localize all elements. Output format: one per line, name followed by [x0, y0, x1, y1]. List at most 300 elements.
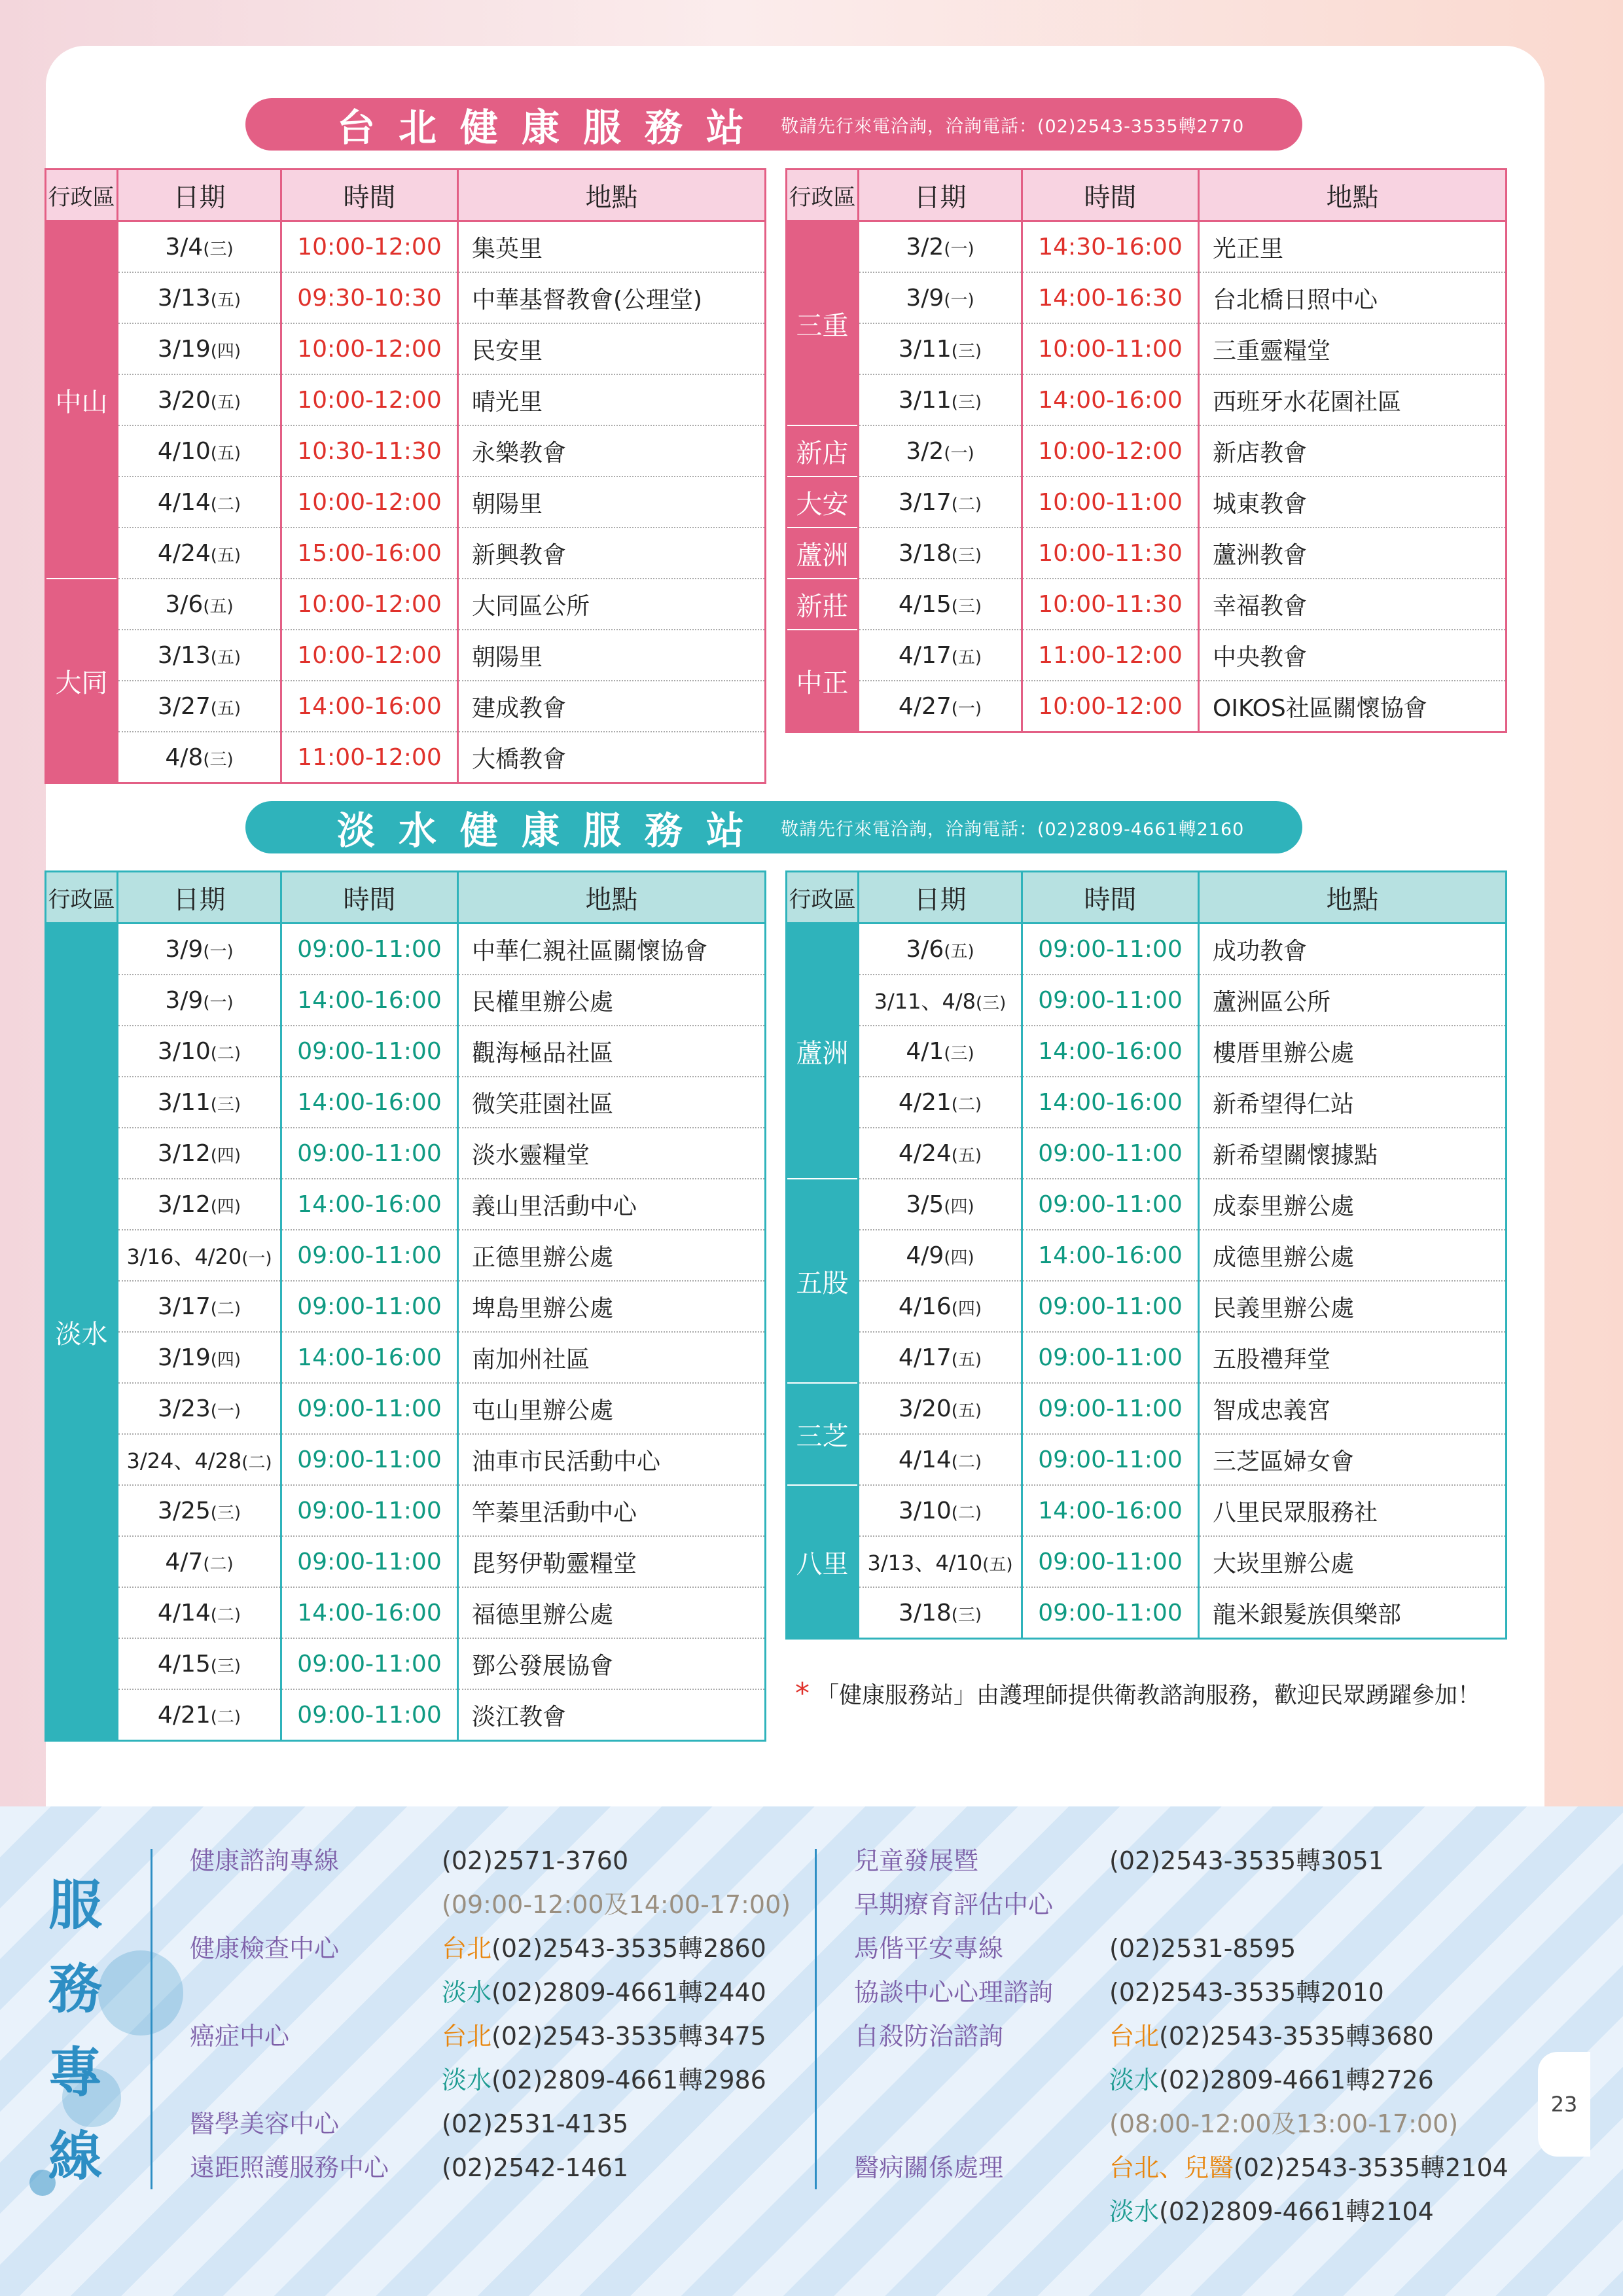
- date-value: 3/2: [906, 233, 944, 260]
- time-cell: 09:00-11:00: [281, 1434, 458, 1485]
- table-row: [787, 579, 1507, 630]
- weekday-value: (五): [944, 941, 974, 961]
- time-cell: 09:00-11:00: [281, 1689, 458, 1741]
- weekday-value: (一): [944, 239, 974, 259]
- weekday-value: (三): [210, 1503, 241, 1523]
- table-row: [787, 1332, 1507, 1383]
- location-cell: 三芝區婦女會: [1199, 1434, 1507, 1485]
- date-value: 4/15: [898, 590, 952, 618]
- tamsui-subtitle: 敬請先行來電洽詢，洽詢電話：(02)2809-4661轉2160: [781, 819, 1245, 840]
- table-row: [787, 425, 1507, 476]
- date-cell: [118, 1179, 281, 1230]
- date-cell: [859, 1587, 1022, 1639]
- weekday-value: (二): [951, 1503, 982, 1523]
- table-row: [46, 476, 766, 528]
- suicide-taipei-tag: 台北: [1109, 2022, 1160, 2051]
- weekday-value: (一): [203, 941, 234, 961]
- table-row: [46, 272, 766, 323]
- date-value: 3/19: [157, 1344, 211, 1371]
- time-cell: 09:00-11:00: [281, 1281, 458, 1332]
- date-cell: [118, 476, 281, 528]
- table-header-cell: 時間: [281, 170, 458, 221]
- time-cell: 09:00-11:00: [1022, 1383, 1199, 1434]
- table-row: [46, 1638, 766, 1689]
- table-header-cell: 時間: [1022, 872, 1199, 924]
- time-cell: 10:00-11:00: [1022, 476, 1199, 528]
- date-value: 4/27: [898, 692, 952, 720]
- table-row: [46, 1689, 766, 1741]
- checkup-taipei-phone: (02)2543-3535轉2860: [491, 1934, 766, 1963]
- time-cell: 09:00-11:00: [281, 1383, 458, 1434]
- tamsui-header: [245, 801, 1302, 853]
- location-cell: 屯山里辦公處: [458, 1383, 766, 1434]
- taipei-table-left: [45, 168, 766, 784]
- time-cell: 10:00-11:30: [1022, 579, 1199, 630]
- time-cell: 09:00-11:00: [281, 1026, 458, 1077]
- date-cell: [859, 1230, 1022, 1281]
- date-value: 3/11: [898, 335, 952, 363]
- divider-line: [151, 1849, 152, 2189]
- weekday-value: (三): [951, 392, 982, 412]
- date-value: 3/12: [157, 1139, 211, 1167]
- table-header-cell: 行政區: [46, 170, 118, 221]
- time-cell: 09:00-11:00: [281, 1485, 458, 1536]
- weekday-value: (三): [203, 239, 234, 259]
- table-header-cell: 地點: [1199, 170, 1507, 221]
- location-cell: 朝陽里: [458, 630, 766, 681]
- table-row: [787, 323, 1507, 374]
- date-cell: [118, 630, 281, 681]
- location-cell: 五股禮拜堂: [1199, 1332, 1507, 1383]
- location-cell: 幸福教會: [1199, 579, 1507, 630]
- time-cell: 14:00-16:00: [281, 1077, 458, 1128]
- decor-bubble: [98, 1950, 183, 2036]
- cancer-taipei-phone: (02)2543-3535轉3475: [491, 2022, 766, 2051]
- relations-tamsui-tag: 淡水: [1109, 2197, 1160, 2226]
- table-row: [46, 1281, 766, 1332]
- location-cell: 中央教會: [1199, 630, 1507, 681]
- date-value: 3/13: [157, 284, 211, 312]
- table-row: [46, 1587, 766, 1638]
- table-header-cell: 行政區: [787, 872, 859, 924]
- date-value: 3/17: [157, 1293, 211, 1320]
- taipei-subtitle: 敬請先行來電洽詢，洽詢電話：(02)2543-3535轉2770: [781, 116, 1245, 137]
- table-row: [46, 1230, 766, 1281]
- date-value: 4/1: [906, 1037, 944, 1065]
- asterisk-icon: *: [795, 1677, 810, 1710]
- time-cell: 09:30-10:30: [281, 272, 458, 323]
- table-header-cell: 時間: [1022, 170, 1199, 221]
- location-cell: 觀海極品社區: [458, 1026, 766, 1077]
- table-row: [46, 1485, 766, 1536]
- table-row: [46, 924, 766, 975]
- date-cell: [859, 1485, 1022, 1536]
- table-row: [46, 681, 766, 732]
- table-row: [787, 681, 1507, 732]
- table-row: [46, 1536, 766, 1587]
- date-cell: [118, 1536, 281, 1587]
- date-cell: [859, 1434, 1022, 1485]
- weekday-value: (四): [210, 1350, 241, 1370]
- time-cell: 10:00-12:00: [1022, 681, 1199, 732]
- location-cell: 台北橋日照中心: [1199, 272, 1507, 323]
- location-cell: 龍米銀髮族俱樂部: [1199, 1587, 1507, 1639]
- relations-tamsui-phone: (02)2809-4661轉2104: [1159, 2197, 1434, 2226]
- location-cell: 竿蓁里活動中心: [458, 1485, 766, 1536]
- table-row: [787, 1128, 1507, 1179]
- location-cell: 新興教會: [458, 528, 766, 579]
- weekday-value: (一): [944, 443, 974, 463]
- location-cell: 西班牙水花園社區: [1199, 374, 1507, 425]
- date-cell: [118, 1638, 281, 1689]
- date-value: 3/5: [906, 1191, 944, 1218]
- child-dev-phone: (02)2543-3535轉3051: [1109, 1846, 1384, 1875]
- table-header-cell: 地點: [458, 170, 766, 221]
- weekday-value: (一): [951, 698, 982, 719]
- date-cell: [859, 924, 1022, 975]
- time-cell: 14:00-16:00: [1022, 1077, 1199, 1128]
- weekday-value: (二): [210, 494, 241, 514]
- cancer-label: 癌症中心: [190, 2022, 290, 2051]
- time-cell: 09:00-11:00: [1022, 1536, 1199, 1587]
- time-cell: 09:00-11:00: [1022, 1128, 1199, 1179]
- peace-line-label: 馬偕平安專線: [854, 1934, 1004, 1963]
- date-value: 4/21: [898, 1088, 952, 1116]
- table-row: [787, 1179, 1507, 1230]
- date-cell: [859, 1128, 1022, 1179]
- time-cell: 09:00-11:00: [281, 1638, 458, 1689]
- date-cell: [859, 272, 1022, 323]
- time-cell: 10:00-12:00: [281, 579, 458, 630]
- weekday-value: (一): [203, 992, 234, 1013]
- date-cell: [118, 374, 281, 425]
- weekday-value: (四): [951, 1299, 982, 1319]
- location-cell: 微笑莊園社區: [458, 1077, 766, 1128]
- date-cell: [859, 579, 1022, 630]
- location-cell: 成德里辦公處: [1199, 1230, 1507, 1281]
- date-cell: [118, 272, 281, 323]
- table-row: [787, 221, 1507, 273]
- weekday-value: (三): [951, 596, 982, 617]
- time-cell: 10:00-12:00: [281, 630, 458, 681]
- table-header-cell: 日期: [859, 170, 1022, 221]
- location-cell: 正德里辦公處: [458, 1230, 766, 1281]
- location-cell: 成功教會: [1199, 924, 1507, 975]
- table-row: [46, 1128, 766, 1179]
- date-value: 3/23: [157, 1395, 211, 1422]
- date-cell: [859, 975, 1022, 1026]
- weekday-value: (三): [976, 994, 1007, 1013]
- time-cell: 09:00-11:00: [281, 1230, 458, 1281]
- date-cell: [118, 221, 281, 273]
- cancer-tamsui-tag: 淡水: [442, 2066, 492, 2094]
- location-cell: 大崁里辦公處: [1199, 1536, 1507, 1587]
- time-cell: 10:30-11:30: [281, 425, 458, 476]
- date-value: 4/7: [165, 1548, 204, 1575]
- date-cell: [118, 1332, 281, 1383]
- date-value: 3/2: [906, 437, 944, 465]
- weekday-value: (三): [210, 1656, 241, 1676]
- date-cell: [118, 1281, 281, 1332]
- table-row: [46, 425, 766, 476]
- date-cell: [859, 323, 1022, 374]
- location-cell: 光正里: [1199, 221, 1507, 273]
- date-cell: [859, 1281, 1022, 1332]
- date-cell: [118, 1230, 281, 1281]
- remote-care-label: 遠距照護服務中心: [190, 2153, 389, 2182]
- weekday-value: (二): [210, 1605, 241, 1625]
- time-cell: 14:00-16:00: [281, 1179, 458, 1230]
- suicide-prevention-label: 自殺防治諮詢: [854, 2022, 1004, 2051]
- date-cell: [859, 476, 1022, 528]
- table-header-cell: 時間: [281, 872, 458, 924]
- suicide-hours: (08:00-12:00及13:00-17:00): [1109, 2109, 1459, 2138]
- date-cell: [859, 1332, 1022, 1383]
- table-header-cell: 行政區: [787, 170, 859, 221]
- weekday-value: (五): [210, 392, 241, 412]
- location-cell: 三重靈糧堂: [1199, 323, 1507, 374]
- weekday-value: (五): [951, 1401, 982, 1421]
- weekday-value: (四): [210, 1196, 241, 1217]
- weekday-value: (五): [203, 596, 234, 617]
- date-value: 3/6: [165, 590, 204, 618]
- relations-taipei-phone: (02)2543-3535轉2104: [1234, 2153, 1508, 2182]
- district-cell: 蘆洲: [787, 528, 859, 579]
- table-row: [46, 630, 766, 681]
- weekday-value: (五): [210, 647, 241, 668]
- date-value: 4/14: [157, 1599, 211, 1626]
- location-cell: 中華基督教會(公理堂): [458, 272, 766, 323]
- time-cell: 09:00-11:00: [1022, 1332, 1199, 1383]
- date-cell: [118, 579, 281, 630]
- location-cell: 鄧公發展協會: [458, 1638, 766, 1689]
- location-cell: 油車市民活動中心: [458, 1434, 766, 1485]
- location-cell: 福德里辦公處: [458, 1587, 766, 1638]
- date-value: 3/12: [157, 1191, 211, 1218]
- time-cell: 14:00-16:00: [281, 1587, 458, 1638]
- weekday-value: (二): [203, 1554, 234, 1574]
- time-cell: 14:00-16:00: [1022, 1026, 1199, 1077]
- table-row: [46, 528, 766, 579]
- aesthetic-label: 醫學美容中心: [190, 2109, 340, 2138]
- table-row: [46, 1332, 766, 1383]
- weekday-value: (五): [210, 443, 241, 463]
- date-cell: [859, 1179, 1022, 1230]
- date-value: 4/17: [898, 641, 952, 669]
- date-value: 3/20: [898, 1395, 952, 1422]
- aesthetic-phone: (02)2531-4135: [442, 2109, 629, 2138]
- date-value: 3/27: [157, 692, 211, 720]
- location-cell: 晴光里: [458, 374, 766, 425]
- time-cell: 14:00-16:00: [1022, 374, 1199, 425]
- district-cell: 新莊: [787, 579, 859, 630]
- taipei-title: 台北健康服務站: [337, 105, 768, 150]
- location-cell: 淡水靈糧堂: [458, 1128, 766, 1179]
- district-cell: 大安: [787, 476, 859, 528]
- district-cell: 五股: [787, 1179, 859, 1383]
- taipei-header: [245, 98, 1302, 151]
- date-cell: [118, 1689, 281, 1741]
- date-value: 4/8: [165, 744, 204, 771]
- note-text: 「健康服務站」由護理師提供衛教諮詢服務，歡迎民眾踴躍參加！: [816, 1683, 1481, 1709]
- date-cell: [859, 1026, 1022, 1077]
- taipei-table-right: [785, 168, 1507, 733]
- location-cell: 朝陽里: [458, 476, 766, 528]
- child-dev-label-2: 早期療育評估中心: [854, 1890, 1054, 1919]
- location-cell: 新希望關懷據點: [1199, 1128, 1507, 1179]
- weekday-value: (四): [210, 341, 241, 361]
- time-cell: 15:00-16:00: [281, 528, 458, 579]
- location-cell: 智成忠義宮: [1199, 1383, 1507, 1434]
- remote-care-phone: (02)2542-1461: [442, 2153, 629, 2182]
- weekday-value: (三): [951, 341, 982, 361]
- weekday-value: (三): [203, 749, 234, 770]
- table-row: [787, 1026, 1507, 1077]
- time-cell: 09:00-11:00: [1022, 1434, 1199, 1485]
- health-consult-hours: (09:00-12:00及14:00-17:00): [442, 1890, 791, 1919]
- tamsui-table-right: [785, 870, 1507, 1640]
- date-value: 4/15: [157, 1650, 211, 1677]
- location-cell: 八里民眾服務社: [1199, 1485, 1507, 1536]
- date-cell: [859, 374, 1022, 425]
- table-row: [46, 374, 766, 425]
- weekday-value: (三): [210, 1094, 241, 1115]
- tamsui-table-left: [45, 870, 766, 1742]
- location-cell: 新店教會: [1199, 425, 1507, 476]
- table-row: [787, 476, 1507, 528]
- date-value: 4/9: [906, 1242, 944, 1269]
- time-cell: 10:00-11:00: [1022, 323, 1199, 374]
- table-header-cell: 日期: [118, 872, 281, 924]
- time-cell: 10:00-12:00: [281, 221, 458, 273]
- weekday-value: (二): [951, 494, 982, 514]
- tamsui-title: 淡水健康服務站: [337, 808, 768, 853]
- date-cell: [859, 1383, 1022, 1434]
- date-value: 3/10: [157, 1037, 211, 1065]
- weekday-value: (五): [210, 698, 241, 719]
- time-cell: 14:00-16:00: [281, 975, 458, 1026]
- date-cell: [118, 1434, 281, 1485]
- date-cell: [118, 681, 281, 732]
- counseling-phone: (02)2543-3535轉2010: [1109, 1978, 1384, 2007]
- district-cell: 淡水: [46, 924, 118, 1741]
- date-cell: [859, 1077, 1022, 1128]
- peace-line-phone: (02)2531-8595: [1109, 1934, 1296, 1963]
- table-row: [787, 1281, 1507, 1332]
- weekday-value: (二): [210, 1043, 241, 1064]
- location-cell: 成泰里辦公處: [1199, 1179, 1507, 1230]
- table-row: [787, 1434, 1507, 1485]
- district-cell: 中山: [46, 221, 118, 579]
- district-cell: 八里: [787, 1485, 859, 1639]
- time-cell: 09:00-11:00: [281, 1128, 458, 1179]
- table-row: [46, 1026, 766, 1077]
- weekday-value: (二): [951, 1094, 982, 1115]
- date-cell: [118, 425, 281, 476]
- checkup-label: 健康檢查中心: [190, 1934, 340, 1963]
- date-value: 4/24: [898, 1139, 952, 1167]
- time-cell: 09:00-11:00: [281, 924, 458, 975]
- table-header-cell: 日期: [859, 872, 1022, 924]
- district-cell: 蘆洲: [787, 924, 859, 1179]
- time-cell: 09:00-11:00: [281, 1536, 458, 1587]
- date-value: 3/25: [157, 1497, 211, 1524]
- date-value: 4/21: [157, 1701, 211, 1729]
- time-cell: 10:00-12:00: [281, 476, 458, 528]
- weekday-value: (五): [210, 290, 241, 310]
- table-row: [787, 924, 1507, 975]
- suicide-tamsui-phone: (02)2809-4661轉2726: [1159, 2066, 1434, 2094]
- date-cell: [118, 732, 281, 783]
- time-cell: 09:00-11:00: [1022, 1281, 1199, 1332]
- time-cell: 10:00-12:00: [281, 374, 458, 425]
- location-cell: 民義里辦公處: [1199, 1281, 1507, 1332]
- table-header-cell: 地點: [1199, 872, 1507, 924]
- date-cell: [118, 1128, 281, 1179]
- time-cell: 14:00-16:30: [1022, 272, 1199, 323]
- date-value: 3/9: [906, 284, 944, 312]
- date-value: 3/10: [898, 1497, 952, 1524]
- date-value: 3/16、4/20: [126, 1244, 242, 1269]
- location-cell: 毘努伊勒靈糧堂: [458, 1536, 766, 1587]
- health-consult-phone: (02)2571-3760: [442, 1846, 629, 1875]
- time-cell: 09:00-11:00: [1022, 1587, 1199, 1639]
- location-cell: 埤島里辦公處: [458, 1281, 766, 1332]
- location-cell: 淡江教會: [458, 1689, 766, 1741]
- location-cell: 民安里: [458, 323, 766, 374]
- date-value: 3/24、4/28: [126, 1448, 242, 1473]
- date-cell: [118, 528, 281, 579]
- table-row: [787, 630, 1507, 681]
- date-value: 3/11: [898, 386, 952, 414]
- table-row: [787, 272, 1507, 323]
- date-value: 3/18: [898, 539, 952, 567]
- table-row: [787, 1230, 1507, 1281]
- weekday-value: (四): [944, 1247, 974, 1268]
- table-header-cell: 行政區: [46, 872, 118, 924]
- date-value: 3/17: [898, 488, 952, 516]
- district-cell: 三重: [787, 221, 859, 426]
- table-row: [787, 1587, 1507, 1639]
- time-cell: 11:00-12:00: [1022, 630, 1199, 681]
- page-number: 23: [1538, 2052, 1590, 2157]
- location-cell: 大同區公所: [458, 579, 766, 630]
- date-value: 4/17: [898, 1344, 952, 1371]
- time-cell: 10:00-12:00: [1022, 425, 1199, 476]
- weekday-value: (一): [210, 1401, 241, 1421]
- date-cell: [118, 1026, 281, 1077]
- time-cell: 14:30-16:00: [1022, 221, 1199, 273]
- weekday-value: (五): [210, 545, 241, 565]
- date-value: 4/14: [898, 1446, 952, 1473]
- services-title: 服務專線: [48, 1874, 102, 2188]
- time-cell: 09:00-11:00: [1022, 975, 1199, 1026]
- district-cell: 三芝: [787, 1383, 859, 1485]
- location-cell: 南加州社區: [458, 1332, 766, 1383]
- date-cell: [118, 1383, 281, 1434]
- counseling-label: 協談中心心理諮詢: [854, 1978, 1054, 2007]
- date-cell: [118, 975, 281, 1026]
- date-cell: [859, 425, 1022, 476]
- date-value: 4/16: [898, 1293, 952, 1320]
- date-value: 3/4: [165, 233, 204, 260]
- location-cell: 集英里: [458, 221, 766, 273]
- location-cell: 樓厝里辦公處: [1199, 1026, 1507, 1077]
- district-cell: 中正: [787, 630, 859, 732]
- weekday-value: (一): [944, 290, 974, 310]
- patient-relations-label: 醫病關係處理: [854, 2153, 1004, 2182]
- district-cell: 新店: [787, 425, 859, 476]
